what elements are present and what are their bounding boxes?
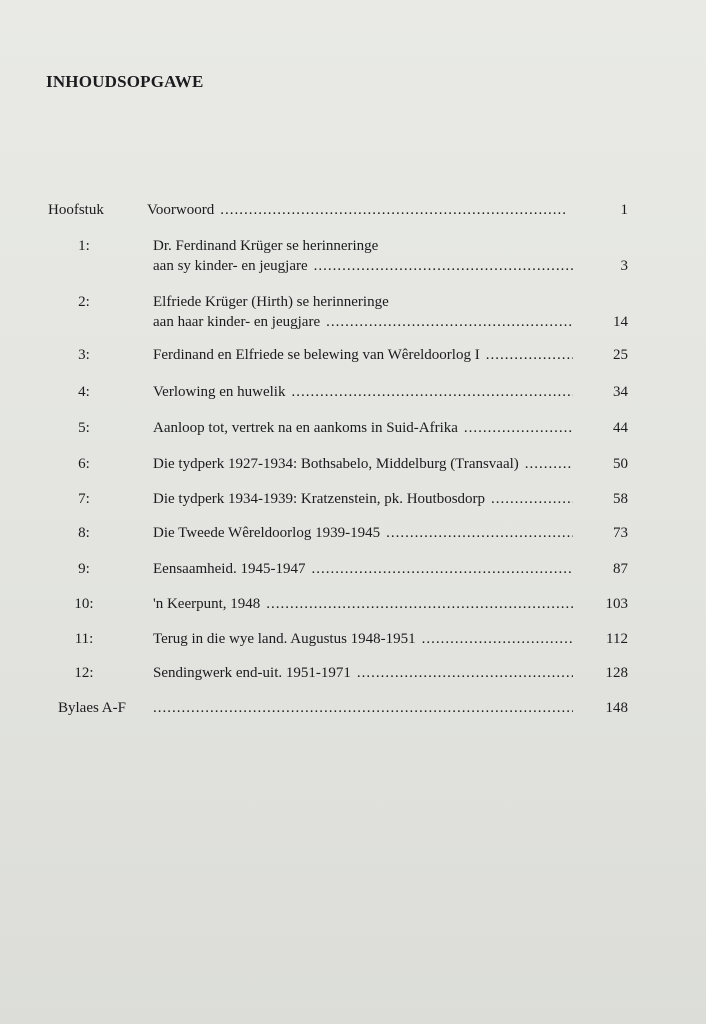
toc-chapter-number: 9:	[78, 561, 90, 577]
toc-title-text: Eensaamheid. 1945-1947	[153, 561, 306, 577]
toc-chapter-number: Hoofstuk	[48, 202, 104, 218]
leader-dots	[220, 200, 567, 220]
toc-entry-title	[153, 594, 573, 614]
leader-dots	[422, 629, 573, 649]
leader-dots	[386, 523, 573, 543]
toc-chapter-number: 1:	[78, 238, 90, 254]
toc-title-text: aan haar kinder- en jeugjare	[153, 314, 321, 330]
toc-title-line	[153, 256, 573, 276]
toc-title-text: Verlowing en huwelik	[153, 384, 286, 400]
toc-page-number: 34	[613, 384, 628, 400]
toc-entry-title	[153, 292, 573, 332]
toc-title-text: aan sy kinder- en jeugjare	[153, 258, 308, 274]
toc-entry-title	[153, 663, 573, 683]
toc-chapter-number: 11:	[74, 631, 94, 647]
leader-dots	[153, 698, 573, 718]
toc-title-line	[153, 382, 573, 402]
toc-page-number: 103	[605, 596, 628, 612]
toc-title-line	[153, 345, 573, 365]
toc-entry-title	[147, 200, 567, 220]
toc-title-text: Die tydperk 1934-1939: Kratzenstein, pk. Houtbosdorp	[153, 491, 486, 507]
toc-title-line	[153, 559, 573, 579]
toc-chapter-number: 5:	[78, 420, 90, 436]
page-title: INHOUDSOPGAWE	[46, 72, 204, 91]
toc-chapter-number: 7:	[78, 491, 90, 507]
toc-title-text: Aanloop tot, vertrek na en aankoms in Suid-Afrika	[153, 420, 458, 436]
toc-entry-title	[153, 489, 573, 509]
leader-dots	[357, 663, 573, 683]
toc-entry-title	[153, 418, 573, 438]
toc-page-number: 73	[613, 525, 628, 541]
toc-page-number: 128	[605, 665, 628, 681]
leader-dots	[266, 594, 573, 614]
toc-chapter-number: Bylaes A-F	[58, 700, 126, 716]
leader-dots	[525, 454, 573, 474]
toc-chapter-number: 2:	[78, 294, 90, 310]
toc-page-number: 25	[613, 347, 628, 363]
toc-title-line	[153, 418, 573, 438]
toc-page-number: 3	[620, 258, 628, 274]
toc-page-number: 87	[613, 561, 628, 577]
toc-entry-title	[153, 236, 573, 276]
leader-dots	[464, 418, 573, 438]
toc-title-text: Sendingwerk end-uit. 1951-1971	[153, 665, 351, 681]
toc-title-text: Voorwoord	[147, 202, 215, 218]
toc-chapter-number: 4:	[78, 384, 90, 400]
toc-page-number: 44	[613, 420, 628, 436]
toc-title-line	[153, 489, 573, 509]
toc-page-number: 112	[606, 631, 628, 647]
toc-title-text: Terug in die wye land. Augustus 1948-1951	[153, 631, 416, 647]
toc-chapter-number: 3:	[78, 347, 90, 363]
toc-title-text: Dr. Ferdinand Krüger se herinneringe	[153, 238, 379, 254]
leader-dots	[311, 559, 573, 579]
toc-entry-title	[153, 698, 573, 718]
leader-dots	[314, 256, 573, 276]
toc-title-text: Die Tweede Wêreldoorlog 1939-1945	[153, 525, 381, 541]
toc-title-line	[153, 454, 573, 474]
toc-chapter-number: 10:	[74, 596, 94, 612]
toc-page-number: 1	[620, 202, 628, 218]
toc-title-line	[147, 200, 567, 220]
toc-title-text: Die tydperk 1927-1934: Bothsabelo, Middelburg (Transvaal)	[153, 456, 519, 472]
toc-title-line	[153, 629, 573, 649]
toc-title-line	[153, 312, 573, 332]
leader-dots	[486, 345, 573, 365]
toc-title-text: Elfriede Krüger (Hirth) se herinneringe	[153, 294, 389, 310]
toc-page-number: 148	[605, 700, 628, 716]
toc-entry-title	[153, 454, 573, 474]
toc-page-number: 58	[613, 491, 628, 507]
toc-title-line	[153, 663, 573, 683]
toc-title-text: Ferdinand en Elfriede se belewing van Wêreldoorlog I	[153, 347, 480, 363]
toc-title-line	[153, 698, 573, 718]
toc-entry-title	[153, 382, 573, 402]
toc-entry-title	[153, 345, 573, 365]
toc-chapter-number: 6:	[78, 456, 90, 472]
toc-title-text: 'n Keerpunt, 1948	[153, 596, 261, 612]
leader-dots	[291, 382, 573, 402]
toc-entry-title	[153, 629, 573, 649]
toc-chapter-number: 8:	[78, 525, 90, 541]
toc-entry-title	[153, 523, 573, 543]
toc-page-number: 50	[613, 456, 628, 472]
toc-title-line	[153, 236, 573, 256]
toc-chapter-number: 12:	[74, 665, 94, 681]
toc-title-line	[153, 292, 573, 312]
toc-title-line	[153, 594, 573, 614]
toc-title-line	[153, 523, 573, 543]
toc-page-number: 14	[613, 314, 628, 330]
leader-dots	[326, 312, 573, 332]
leader-dots	[491, 489, 573, 509]
toc-entry-title	[153, 559, 573, 579]
